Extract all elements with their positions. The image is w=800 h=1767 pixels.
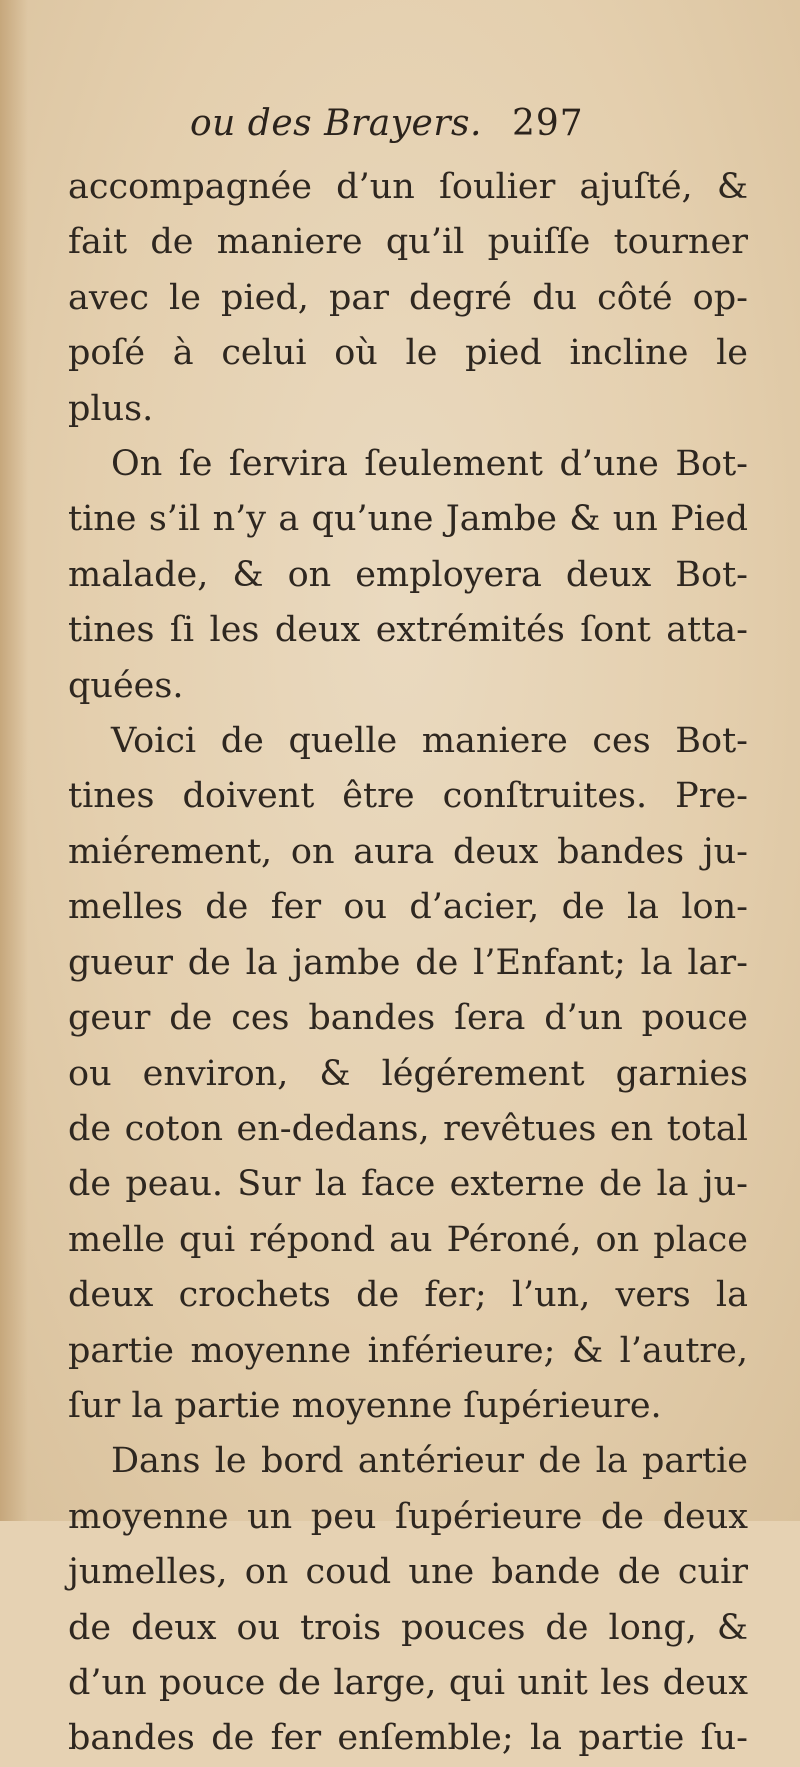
text-line: plus. xyxy=(68,388,154,429)
text-line: geur de ces bandes ſera d’un pouce xyxy=(68,998,748,1039)
page-header xyxy=(0,103,800,153)
running-title: ou des Brayers. xyxy=(190,103,482,144)
text-line: de peau. Sur la face externe de la ju- xyxy=(68,1164,748,1205)
text-line: Dans le bord antérieur de la partie xyxy=(111,1441,748,1482)
text-line: partie moyenne inférieure; & l’autre, xyxy=(68,1330,748,1371)
text-line: deux crochets de fer; l’un, vers la xyxy=(68,1275,748,1316)
text-line: avec le pied, par degré du côté op- xyxy=(68,277,748,318)
text-line: ou environ, & légérement garnies xyxy=(68,1053,748,1094)
text-line: melle qui répond au Péroné, on place xyxy=(68,1219,748,1260)
text-line: malade, & on employera deux Bot- xyxy=(68,554,748,595)
text-line: fait de maniere qu’il puiſſe tourner xyxy=(68,222,748,263)
page-number: 297 xyxy=(512,103,584,144)
text-line: bandes de fer enſemble; la partie ſu- xyxy=(68,1718,748,1759)
text-line: tine s’il n’y a qu’une Jambe & un Pied xyxy=(68,499,748,540)
text-line: miérement, on aura deux bandes ju- xyxy=(68,831,748,872)
text-line: poſé à celui où le pied incline le xyxy=(68,333,748,374)
text-line: gueur de la jambe de l’Enfant; la lar- xyxy=(68,942,748,983)
text-line: On ſe ſervira ſeulement d’une Bot- xyxy=(111,444,748,485)
text-line: jumelles, on coud une bande de cuir xyxy=(68,1552,748,1593)
text-line: de coton en-dedans, revêtues en total xyxy=(68,1108,748,1149)
text-line: ſur la partie moyenne ſupérieure. xyxy=(68,1385,662,1426)
text-line: Voici de quelle maniere ces Bot- xyxy=(111,721,748,762)
text-line: tines doivent être conſtruites. Pre- xyxy=(68,776,748,817)
text-line: d’un pouce de large, qui unit les deux xyxy=(68,1662,748,1703)
text-line: quées. xyxy=(68,665,184,706)
body-text xyxy=(68,160,748,1767)
text-line: accompagnée d’un ſoulier ajuſté, & xyxy=(68,167,748,207)
text-line: melles de fer ou d’acier, de la lon- xyxy=(68,887,748,928)
text-line: de deux ou trois pouces de long, & xyxy=(68,1607,748,1648)
text-line: moyenne un peu ſupérieure de deux xyxy=(68,1496,748,1537)
text-line: tines ſi les deux extrémités ſont atta- xyxy=(68,610,748,651)
binding-shadow xyxy=(0,0,28,1521)
